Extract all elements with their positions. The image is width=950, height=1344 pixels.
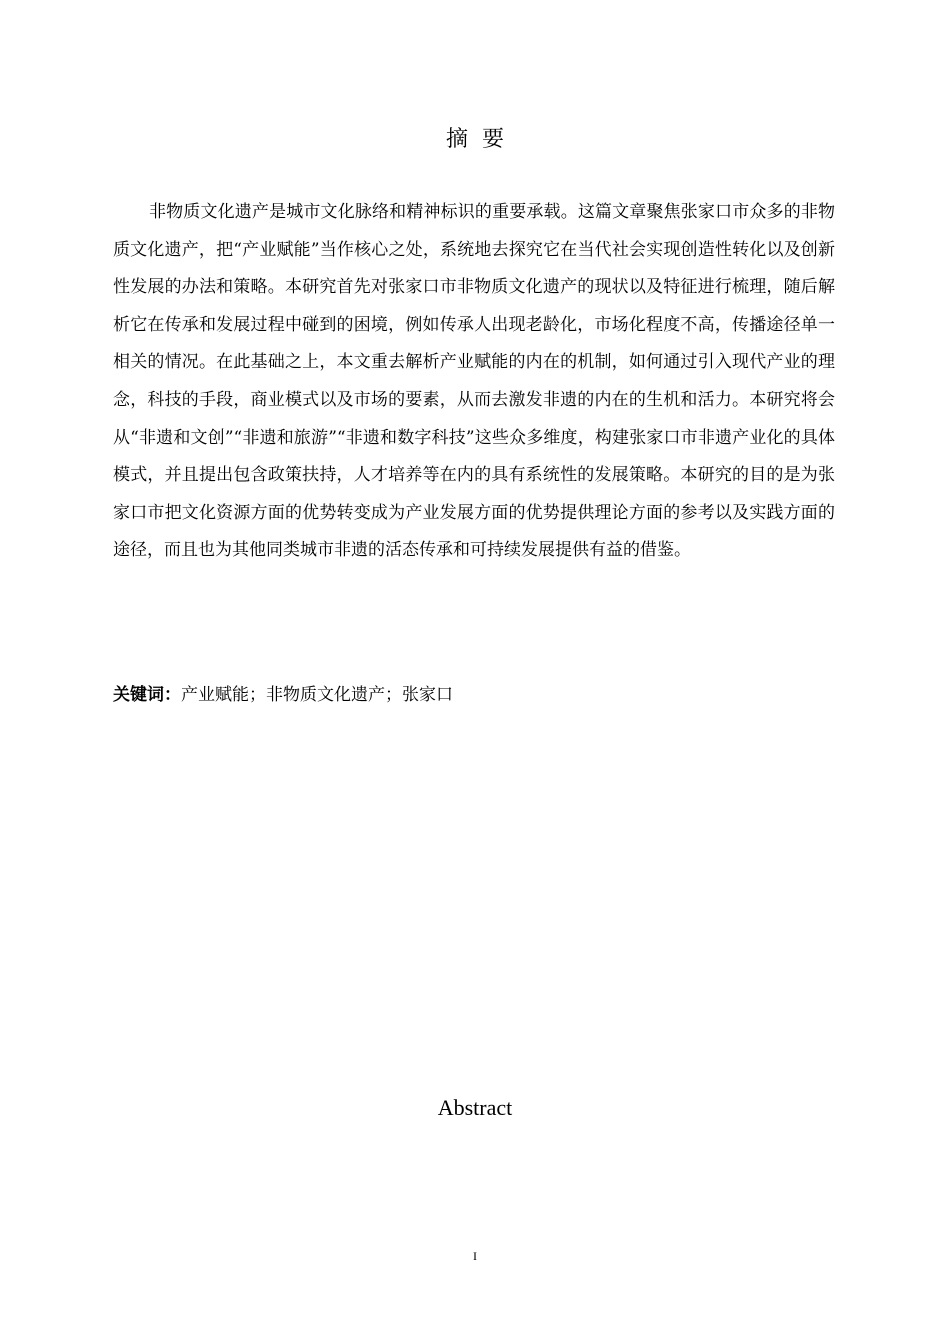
abstract-heading-zh: 摘要 [445,127,518,152]
page-number: I [473,1249,477,1263]
abstract-heading-en: Abstract [437,1095,513,1120]
keywords-line [113,679,835,711]
keywords-label: 关键词： [113,685,181,705]
keywords-value: 产业赋能；非物质文化遗产；张家口 [181,685,453,705]
abstract-body-zh: 非物质文化遗产是城市文化脉络和精神标识的重要承载。这篇文章聚焦张家口市众多的非物质文化遗产，把“产业赋能”当作核心之处，系统地去探究它在当代社会实现创造性转化以及创新性发展的办法和策略。本研究首先对张家口市非物质文化遗产的现状以及特征进行梳理，随后解析它在传承和发展过程中碰到的困境，例如传承人出现老龄化，市场化程度不高，传播途径单一相关的情况。在此基础之上，本文重去解析产业赋能的内在的机制，如何通过引入现代产业的理念，科技的手段，商业模式以及市场的要素，从而去激发非遗的内在的生机和活力。本研究将会从“非遗和文创”“非遗和旅游”“非遗和数字科技”这些众多维度，构建张家口市非遗产业化的具体模式，并且提出包含政策扶持，人才培养等在内的具有系统性的发展策略。本研究的目的是为张家口市把文化资源方面的优势转变成为产业发展方面的优势提供理论方面的参考以及实践方面的途径，而且也为其他同类城市非遗的活态传承和可持续发展提供有益的借鉴。 [113,202,835,561]
